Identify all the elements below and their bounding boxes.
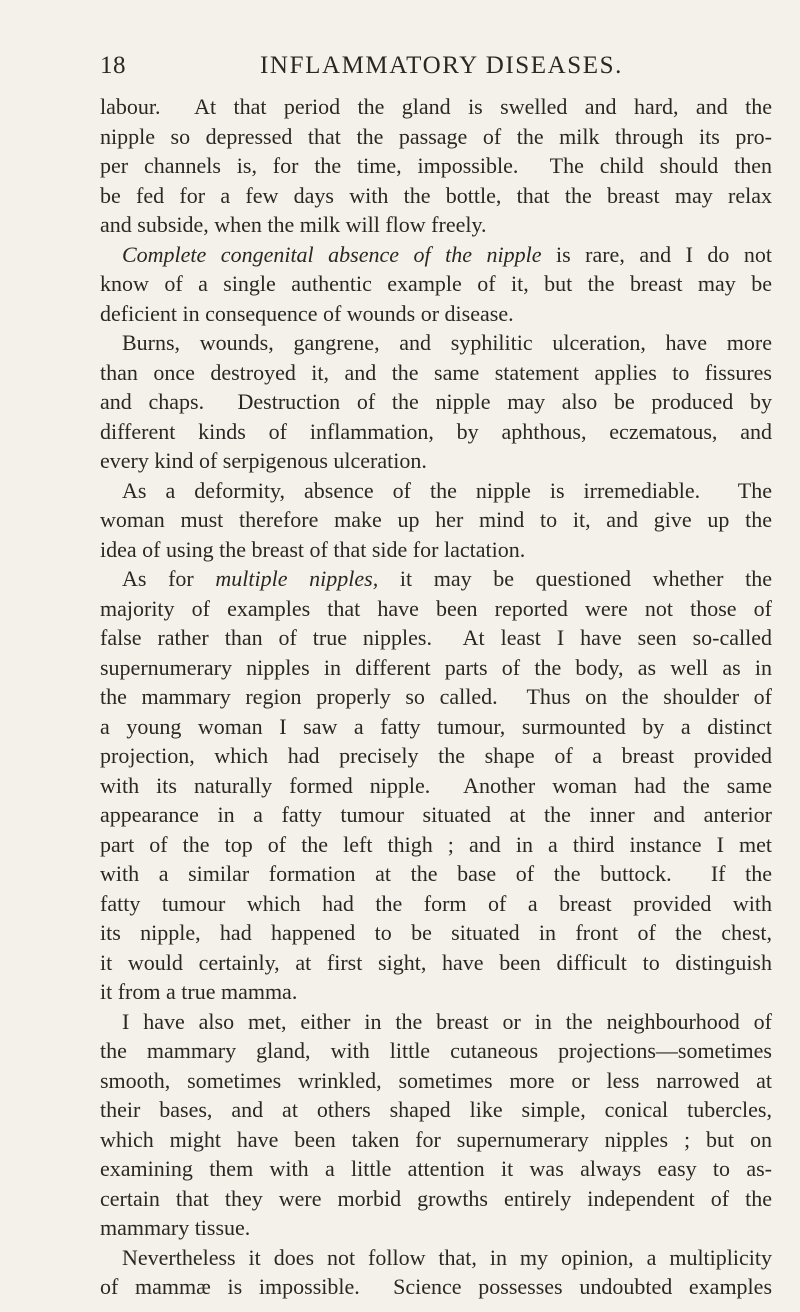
text-line: smooth, sometimes wrinkled, sometimes more or less narrowed at: [100, 1067, 772, 1093]
text-line: with a similar formation at the base of the buttock. If the: [100, 861, 772, 886]
text-line: examining them with a little attention it was always easy to as-: [100, 1156, 772, 1181]
text-line: with its naturally formed nipple. Another woman had the same: [100, 772, 772, 798]
text-line: a young woman I saw a fatty tumour, surmounted by a distinct: [100, 713, 772, 739]
text-line: majority of examples that have been reported were not those of: [100, 595, 772, 621]
text-line: certain that they were morbid growths entirely independent of the: [100, 1185, 772, 1211]
text-line: Complete congenital absence of the nipple is rare, and I do not: [122, 241, 772, 267]
text-line: projection, which had precisely the shape of a breast provided: [100, 743, 772, 768]
text-line: it would certainly, at first sight, have been difficult to distinguish: [100, 949, 772, 975]
text-line: fatty tumour which had the form of a breast provided with: [100, 890, 772, 916]
text-line: the mammary region properly so called. Thus on the shoulder of: [100, 684, 772, 709]
text-line: deficient in consequence of wounds or disease.: [100, 300, 514, 326]
text-line: mammary tissue.: [100, 1215, 251, 1240]
page-number: 18: [100, 52, 126, 79]
text-line: idea of using the breast of that side for lactation.: [100, 536, 526, 562]
body-text: [100, 92, 772, 1302]
italic-term: Complete congenital absence of the nipple: [122, 241, 542, 267]
italic-term: multiple nipples,: [215, 566, 379, 591]
text-line: its nipple, had happened to be situated in front of the chest,: [100, 920, 772, 945]
text-line: appearance in a fatty tumour situated at the inner and anterior: [100, 802, 772, 827]
text-line: than once destroyed it, and the same statement applies to fissures: [100, 359, 772, 385]
text-line: know of a single authentic example of it, but the breast may be: [100, 271, 772, 296]
text-line: As for multiple nipples, it may be questioned whether the: [122, 566, 772, 591]
text-line: nipple so depressed that the passage of the milk through its pro-: [100, 123, 772, 149]
text-line: supernumerary nipples in different parts of the body, as well as in: [100, 654, 772, 680]
text-line: every kind of serpigenous ulceration.: [100, 448, 427, 473]
text-line: woman must therefore make up her mind to it, and give up the: [100, 507, 772, 532]
text-line: their bases, and at others shaped like simple, conical tubercles,: [100, 1097, 772, 1122]
running-title: INFLAMMATORY DISEASES.: [260, 52, 624, 79]
text-line: part of the top of the left thigh ; and in a third instance I met: [100, 831, 772, 857]
text-line: which might have been taken for supernumerary nipples ; but on: [100, 1126, 772, 1152]
text-line: I have also met, either in the breast or in the neighbourhood of: [122, 1008, 772, 1034]
text-line: per channels is, for the time, impossible. The child should then: [100, 153, 772, 178]
text-line: and chaps. Destruction of the nipple may also be produced by: [100, 389, 772, 414]
text-line: of mammæ is impossible. Science possesses undoubted examples: [100, 1274, 772, 1299]
text-line: As a deformity, absence of the nipple is irremediable. The: [122, 477, 772, 503]
text-line: labour. At that period the gland is swelled and hard, and the: [100, 94, 772, 119]
text-line: the mammary gland, with little cutaneous projections—sometimes: [100, 1038, 772, 1063]
text-line: and subside, when the milk will flow freely.: [100, 212, 487, 237]
text-line: false rather than of true nipples. At least I have seen so-called: [100, 625, 772, 650]
text-line: Nevertheless it does not follow that, in my opinion, a multiplicity: [122, 1244, 772, 1270]
text-line: different kinds of inflammation, by aphthous, eczematous, and: [100, 418, 772, 444]
text-line: be fed for a few days with the bottle, that the breast may relax: [100, 182, 772, 208]
running-head: [100, 52, 750, 82]
text-line: Burns, wounds, gangrene, and syphilitic ulceration, have more: [122, 330, 772, 355]
text-line: it from a true mamma.: [100, 979, 298, 1004]
